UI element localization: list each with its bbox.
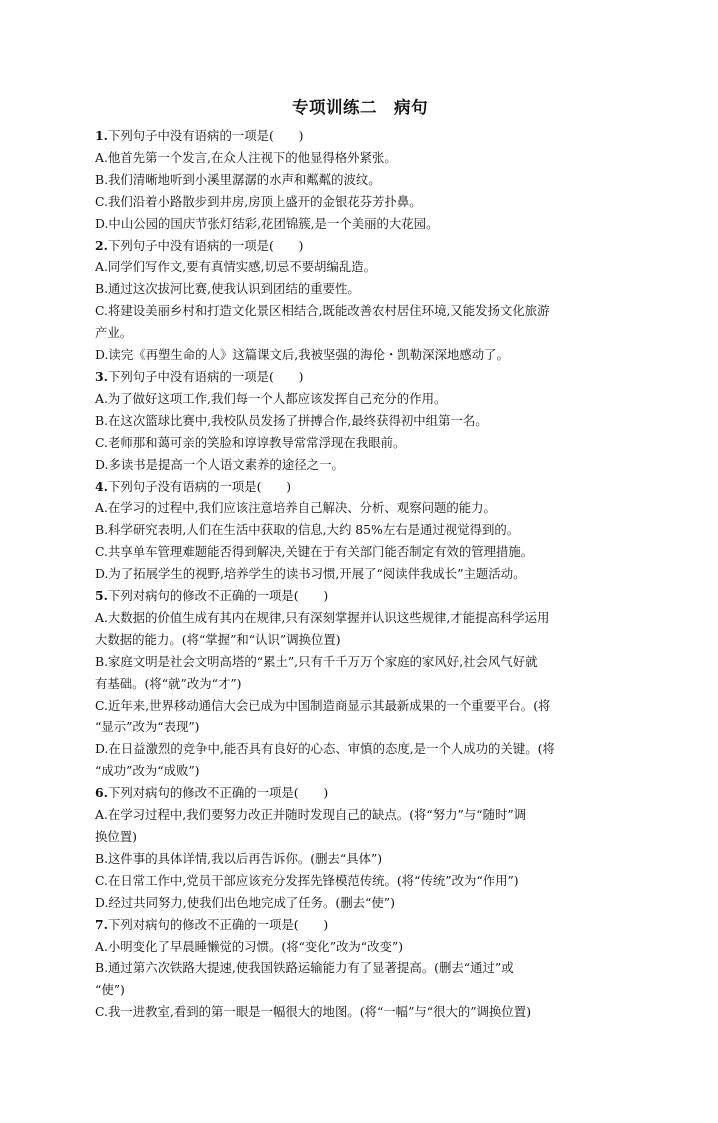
question-stem [95,476,625,498]
question-number: 5. [95,588,108,604]
worksheet-page [95,97,625,1023]
question-stem-text: 下列对病句的修改不正确的一项是( ) [107,916,329,932]
option-line: B.科学研究表明,人们在生活中获取的信息,大约 85%左右是通过视觉得到的。 [95,522,520,538]
question-stem-text: 下列句子中没有语病的一项是( ) [107,368,304,384]
option-line: 产业。 [95,325,133,341]
option-line: “使”) [95,982,125,998]
question-number: 6. [95,785,108,801]
option-line: B.这件事的具体详情,我以后再告诉你。(删去“具体”) [95,850,383,866]
option-line: B.通过第六次铁路大提速,使我国铁路运输能力有了显著提高。(删去“通过”或 [95,960,514,976]
option-line: C.在日常工作中,党员干部应该充分发挥先锋模范传统。(将“传统”改为“作用”) [95,872,519,888]
option-line: D.经过共同努力,使我们出色地完成了任务。(删去“使”) [95,894,395,910]
option-line: C.共享单车管理难题能否得到解决,关键在于有关部门能否制定有效的管理措施。 [95,544,534,560]
question-stem [95,125,625,147]
option-line: D.读完《再塑生命的人》这篇课文后,我被坚强的海伦・凯勒深深地感动了。 [95,347,509,363]
question-stem [95,585,625,607]
option-line: C.将建设美丽乡村和打造文化景区相结合,既能改善农村居住环境,又能发扬文化旅游 [95,303,550,319]
option-line: D.为了拓展学生的视野,培养学生的读书习惯,开展了“阅读伴我成长”主题活动。 [95,566,526,582]
option-line: B.在这次篮球比赛中,我校队员发扬了拼搏合作,最终获得初中组第一名。 [95,412,488,428]
question-1 [95,125,625,235]
option-line: D.在日益激烈的竞争中,能否具有良好的心态、审慎的态度,是一个人成功的关键。(将 [95,741,555,757]
question-stem-text: 下列对病句的修改不正确的一项是( ) [107,588,329,604]
question-number: 2. [95,237,108,253]
question-5 [95,585,625,782]
question-4 [95,476,625,586]
option-line: B.通过这次拔河比赛,使我认识到团结的重要性。 [95,281,360,297]
question-stem [95,366,625,388]
option-line: A.同学们写作文,要有真情实感,切忌不要胡编乱造。 [95,259,376,275]
question-number: 7. [95,916,108,932]
question-stem-text: 下列对病句的修改不正确的一项是( ) [107,785,329,801]
question-3 [95,366,625,476]
question-7 [95,914,625,1024]
question-number: 3. [95,368,108,384]
question-stem-text: 下列句子中没有语病的一项是( ) [107,128,304,143]
question-stem [95,782,625,804]
question-6 [95,782,625,913]
option-line: C.我们沿着小路散步到井房,房顶上盛开的金银花芬芳扑鼻。 [95,193,422,209]
option-line: A.为了做好这项工作,我们每一个人都应该发挥自己充分的作用。 [95,390,447,406]
option-line: A.在学习过程中,我们要努力改正并随时发现自己的缺点。(将“努力”与“随时”调 [95,807,527,823]
option-line: A.大数据的价值生成有其内在规律,只有深刻掌握并认识这些规律,才能提高科学运用 [95,609,550,625]
question-2 [95,235,625,366]
option-line: B.我们清晰地听到小溪里潺潺的水声和粼粼的波纹。 [95,171,381,187]
question-stem [95,235,625,257]
option-line: A.他首先第一个发言,在众人注视下的他显得格外紧张。 [95,149,397,165]
option-line: 有基础。(将“就”改为“才”) [95,675,242,691]
option-line: C.近年来,世界移动通信大会已成为中国制造商显示其最新成果的一个重要平台。(将 [95,697,551,713]
option-line: C.老师那和蔼可亲的笑脸和谆谆教导常常浮现在我眼前。 [95,434,406,450]
option-line: 换位置) [95,829,138,844]
option-line: D.多读书是提高一个人语文素养的途径之一。 [95,456,344,472]
question-stem-text: 下列句子中没有语病的一项是( ) [107,237,304,253]
option-line: A.小明变化了早晨睡懒觉的习惯。(将“变化”改为“改变”) [95,938,404,954]
option-line: D.中山公园的国庆节张灯结彩,花团锦簇,是一个美丽的大花园。 [95,215,439,231]
question-stem-text: 下列句子没有语病的一项是( ) [107,478,292,494]
option-line: “成功”改为“成败”) [95,763,200,779]
page-title: 专项训练二 病句 [292,98,428,117]
question-number: 4. [95,478,108,494]
option-line: C.我一进教室,看到的第一眼是一幅很大的地图。(将“一幅”与“很大的”调换位置) [95,1004,532,1020]
question-number: 1. [95,128,108,143]
question-list [95,125,625,1023]
option-line: A.在学习的过程中,我们应该注意培养自己解决、分析、观察问题的能力。 [95,500,496,516]
question-stem [95,914,625,936]
option-line: 大数据的能力。(将“掌握”和“认识”调换位置) [95,631,341,647]
option-line: B.家庭文明是社会文明高塔的“累土”,只有千千万万个家庭的家风好,社会风气好就 [95,653,538,669]
option-line: “显示”改为“表现”) [95,719,200,735]
